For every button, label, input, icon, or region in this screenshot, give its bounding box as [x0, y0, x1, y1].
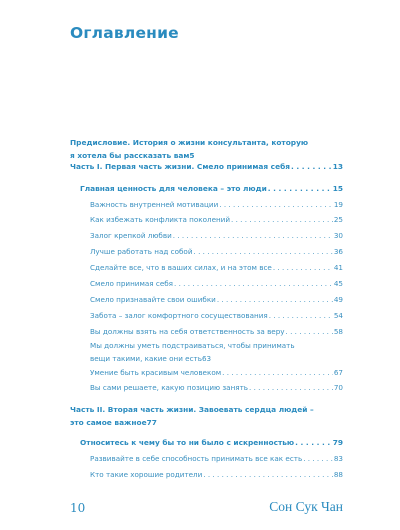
toc-entry-page: 45	[333, 279, 343, 288]
toc-entry-title-line: я хотела бы рассказать вам	[70, 150, 190, 160]
toc-entry-page: 54	[333, 311, 343, 320]
toc-entry	[90, 310, 343, 322]
toc-entry-page: 30	[333, 231, 343, 240]
toc-entry-page: 88	[333, 470, 343, 479]
toc-leader-dots	[173, 230, 333, 242]
toc-entry-title-line: вещи такими, какие они есть	[90, 353, 202, 363]
toc-entry-page: 13	[332, 162, 343, 171]
toc-entry-title: Умение быть красивым человеком	[90, 368, 222, 377]
toc-entry-page: 58	[333, 327, 343, 336]
toc-entry-title: Кто такие хорошие родители	[90, 470, 203, 479]
toc-entry-title: Вы должны взять на себя ответственность за веру	[90, 327, 285, 336]
toc-entry-page: 25	[333, 215, 343, 224]
toc-entry-page: 70	[333, 383, 343, 392]
toc-leader-dots	[203, 469, 333, 481]
toc-entry	[70, 137, 343, 162]
toc-entry-title: Сделайте все, что в ваших силах, и на этом все	[90, 263, 272, 272]
toc-entry-page: 79	[332, 438, 343, 447]
toc-entry	[90, 294, 343, 306]
toc-leader-dots	[174, 278, 333, 290]
toc-entry-title: Как избежать конфликта поколений	[90, 215, 231, 224]
toc-entry-title: Залог крепкой любви	[90, 231, 172, 240]
toc-entry-title-line: Мы должны уметь подстраиваться, чтобы принимать	[90, 341, 295, 350]
toc-entry	[90, 262, 343, 274]
toc-entry-title: Главная ценность для человека – это люди	[80, 184, 267, 193]
toc-leader-dots	[269, 310, 333, 322]
toc-entry-title: Забота – залог комфортного сосуществования	[90, 311, 268, 320]
toc-entry-title: Вы сами решаете, какую позицию занять	[90, 383, 249, 392]
toc-leader-dots	[286, 326, 333, 338]
toc-entry-page: 5	[189, 150, 195, 160]
toc-leader-dots	[194, 246, 333, 258]
toc-entry	[70, 404, 343, 429]
toc-leader-dots	[291, 161, 332, 173]
toc-entry-title: Лучше работать над собой	[90, 247, 193, 256]
toc-entry	[80, 183, 343, 195]
toc-entry-title: Смело признавайте свои ошибки	[90, 295, 216, 304]
toc-entry-page: 49	[333, 295, 343, 304]
toc-entry	[90, 326, 343, 338]
toc-entry-title-line: это самое важное	[70, 417, 147, 427]
toc-entry-title: Относитесь к чему бы то ни было с искренностью	[80, 438, 295, 447]
toc-entry	[90, 246, 343, 258]
toc-entry-title-line: Часть II. Вторая часть жизни. Завоевать сердца людей –	[70, 405, 314, 414]
toc-entry-page: 77	[146, 417, 157, 427]
toc-entry	[70, 161, 343, 173]
toc-entry-title: Смело принимая себя	[90, 279, 174, 288]
toc-leader-dots	[249, 382, 333, 394]
toc-entry	[90, 453, 343, 465]
page-title: Оглавление	[70, 24, 179, 42]
toc-entry-page: 67	[333, 368, 343, 377]
page-number: 10	[70, 501, 86, 515]
toc-entry	[90, 199, 343, 211]
toc-leader-dots	[222, 367, 333, 379]
toc-entry-page: 41	[333, 263, 343, 272]
toc-entry-page: 36	[333, 247, 343, 256]
toc-entry	[80, 437, 343, 449]
toc-leader-dots	[219, 199, 333, 211]
toc-entry	[90, 278, 343, 290]
toc-entry	[90, 230, 343, 242]
toc-entry-title-line: Предисловие. История о жизни консультанта, которую	[70, 138, 309, 147]
toc-entry-page: 83	[333, 454, 343, 463]
toc-entry	[90, 214, 343, 226]
toc-leader-dots	[295, 437, 332, 449]
toc-leader-dots	[217, 294, 333, 306]
toc-entry-title: Часть I. Первая часть жизни. Смело принимая себя	[70, 162, 290, 171]
toc-entry	[90, 469, 343, 481]
toc-leader-dots	[268, 183, 332, 195]
toc-entry-page: 15	[332, 184, 343, 193]
toc-entry	[90, 340, 343, 365]
toc-leader-dots	[231, 214, 333, 226]
toc-entry-page: 19	[333, 200, 343, 209]
toc-entry-page: 63	[201, 353, 212, 363]
toc-entry-title: Развивайте в себе способность принимать все как есть	[90, 454, 303, 463]
toc-leader-dots	[303, 453, 333, 465]
toc-entry	[90, 367, 343, 379]
toc-entry-title: Важность внутренней мотивации	[90, 200, 219, 209]
author-name: Сон Сук Чан	[269, 499, 343, 514]
toc-leader-dots	[273, 262, 333, 274]
toc-entry	[90, 382, 343, 394]
